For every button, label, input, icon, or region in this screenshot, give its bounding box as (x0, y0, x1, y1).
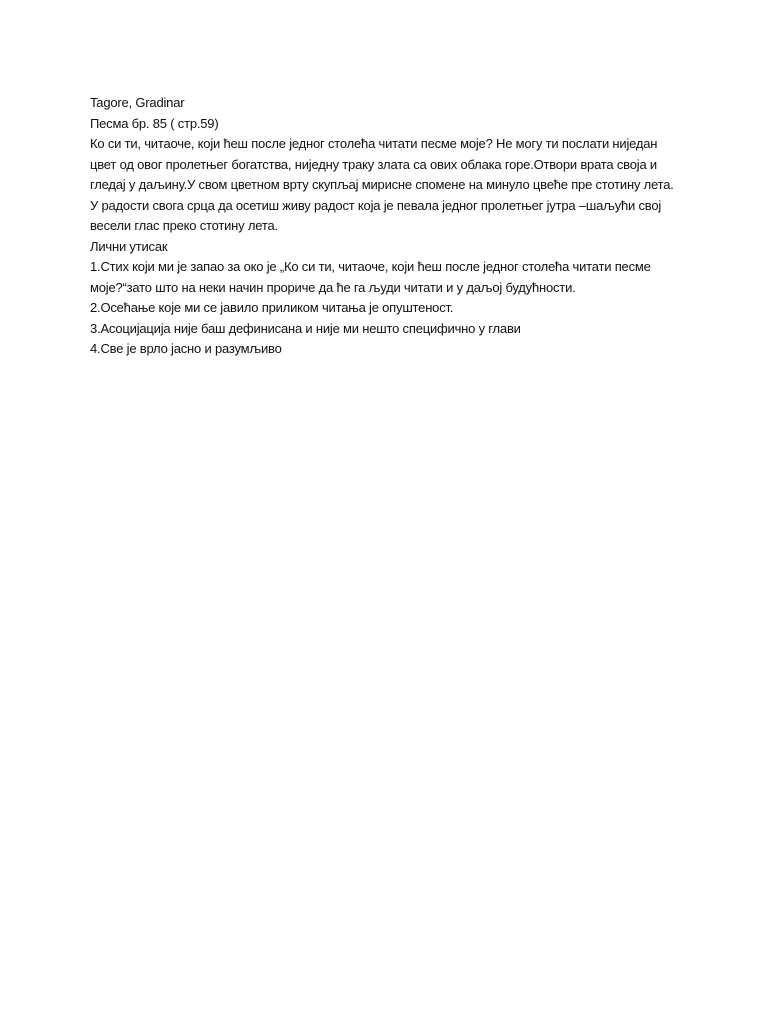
answer-paragraph-4: 4.Све је врло јасно и разумљиво (90, 341, 282, 356)
author-title-line: Tagore, Gradinar (90, 95, 185, 110)
poem-text-paragraph: Ко си ти, читаоче, који ћеш после једног столећа читати песме моје? Не могу ти послати ниједан цвет од овог пролетњег богатства, ниједну траку злата са ових облака горе.Отвори врата своја и гледај у даљину.У свом цветном врту скупљај мирисне спомене на минуло цвеће пре стотину лета. У радости свога срца да осетиш живу радост која је певала једног пролетњег јутра –шаљући свој весели глас преко стотину лета. (90, 136, 674, 233)
impression-heading: Лични утисак (90, 238, 168, 254)
answer-paragraph-1: 1.Стих који ми је запао за око је „Ко си ти, читаоче, који ћеш после једног столећа читати песме моје?“зато што на неки начин прориче да ће га људи читати и у даљој будућности. (90, 259, 651, 295)
document-body (90, 93, 675, 360)
answer-paragraph-3: 3.Асоцијација није баш дефинисана и није ми нешто специфично у глави (90, 320, 521, 336)
answer-paragraph-2: 2.Осећање које ми се јавило приликом читања је опуштеност. (90, 300, 454, 315)
poem-number-line: Песма бр. 85 ( стр.59) (90, 115, 219, 131)
